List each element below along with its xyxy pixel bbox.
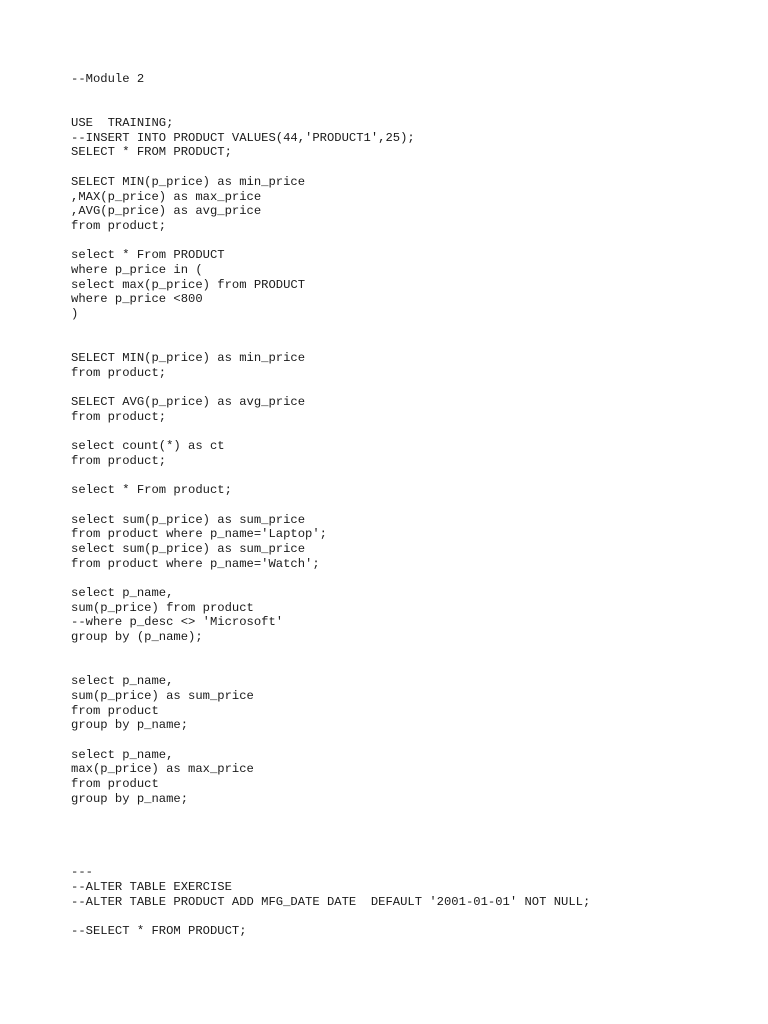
- code-line: select p_name,: [71, 586, 174, 601]
- code-line: [71, 806, 590, 821]
- code-line: from product: [71, 777, 159, 791]
- code-line: [71, 87, 590, 102]
- code-line: SELECT * FROM PRODUCT;: [71, 145, 232, 160]
- code-line: USE TRAINING;: [71, 116, 174, 131]
- code-line: select p_name,: [71, 747, 174, 762]
- code-line: SELECT MIN(p_price) as min_price: [71, 174, 306, 189]
- code-line: --ALTER TABLE EXERCISE: [71, 879, 232, 894]
- code-line: ,MAX(p_price) as max_price: [71, 189, 262, 204]
- code-line: select max(p_price) from PRODUCT: [71, 277, 306, 292]
- code-line: [71, 909, 590, 924]
- code-line: ---: [71, 865, 93, 880]
- code-line: from product;: [71, 453, 167, 468]
- code-line: [71, 821, 590, 836]
- code-line: --SELECT * FROM PRODUCT;: [71, 923, 247, 938]
- code-line: from product where p_name='Watch';: [71, 556, 320, 571]
- code-line: [71, 660, 590, 675]
- code-line: [71, 836, 590, 851]
- code-line: SELECT MIN(p_price) as min_price: [71, 351, 306, 366]
- code-line: select * From product;: [71, 483, 232, 498]
- code-line: select sum(p_price) as sum_price: [71, 512, 306, 527]
- code-line: [71, 733, 590, 748]
- code-line: --Module 2: [71, 72, 145, 86]
- code-line: group by (p_name);: [71, 630, 203, 645]
- code-line: [71, 160, 590, 175]
- code-line: group by p_name;: [71, 791, 189, 806]
- code-line: [71, 336, 590, 351]
- code-line: [71, 322, 590, 337]
- code-line: ,AVG(p_price) as avg_price: [71, 204, 262, 219]
- code-line: ): [71, 307, 79, 321]
- code-line: from product where p_name='Laptop';: [71, 527, 327, 542]
- code-line: [71, 425, 590, 440]
- code-line: sum(p_price) as sum_price: [71, 688, 254, 703]
- code-line: [71, 571, 590, 586]
- code-line: select * From PRODUCT: [71, 248, 225, 263]
- code-line: SELECT AVG(p_price) as avg_price: [71, 395, 306, 410]
- code-line: from product;: [71, 365, 167, 380]
- code-line: from product: [71, 703, 159, 718]
- code-line: select count(*) as ct: [71, 439, 225, 454]
- code-line: from product;: [71, 409, 167, 424]
- code-line: max(p_price) as max_price: [71, 762, 254, 777]
- code-line: group by p_name;: [71, 718, 189, 733]
- code-line: [71, 469, 590, 484]
- code-line: from product;: [71, 218, 167, 233]
- code-line: --where p_desc <> 'Microsoft': [71, 615, 284, 630]
- code-line: where p_price in (: [71, 262, 203, 277]
- code-line: [71, 498, 590, 513]
- code-line: sum(p_price) from product: [71, 600, 254, 615]
- code-line: --INSERT INTO PRODUCT VALUES(44,'PRODUCT1',25);: [71, 130, 415, 145]
- code-line: select p_name,: [71, 674, 174, 689]
- sql-code-block: [71, 72, 590, 939]
- code-line: [71, 645, 590, 660]
- code-line: where p_price <800: [71, 292, 203, 307]
- code-line: [71, 850, 590, 865]
- code-line: [71, 101, 590, 116]
- code-line: --ALTER TABLE PRODUCT ADD MFG_DATE DATE DEFAULT '2001-01-01' NOT NULL;: [71, 894, 591, 909]
- code-line: [71, 234, 590, 249]
- code-line: select sum(p_price) as sum_price: [71, 542, 306, 556]
- code-line: [71, 380, 590, 395]
